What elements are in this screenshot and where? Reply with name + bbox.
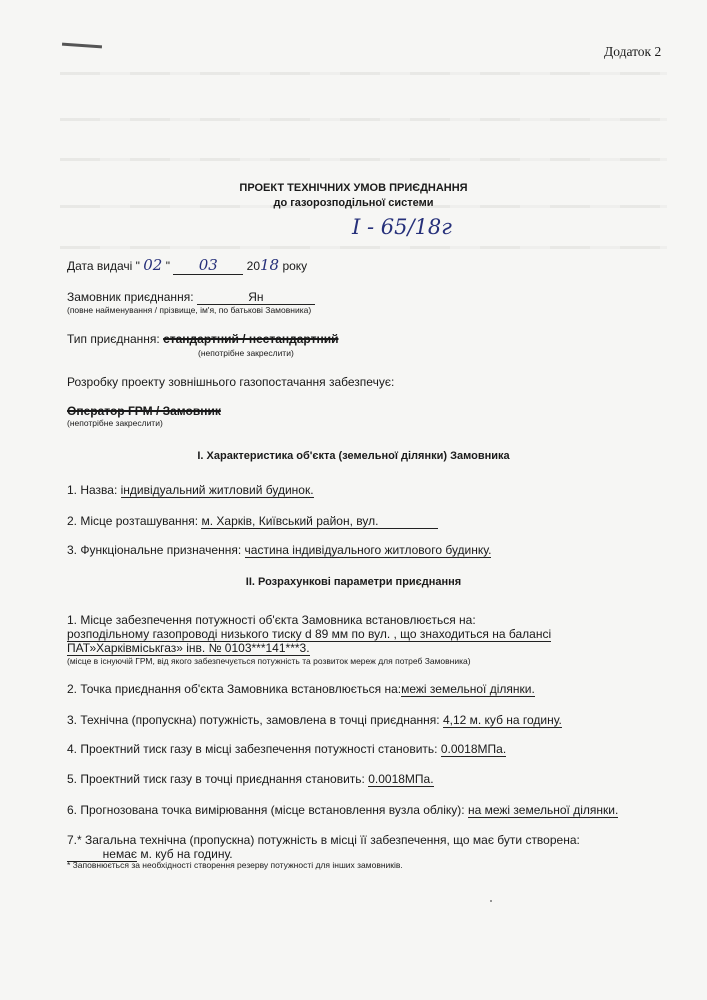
item-value: індивідуальний житловий будинок. (120, 483, 314, 497)
item-label: 1. Назва: (67, 483, 118, 497)
section-2-item-1-label: 1. Місце забезпечення потужності об'єкта Замовника встановлюється на: (67, 613, 476, 627)
handwritten-number: I - 65/18г (352, 215, 452, 239)
speck (490, 900, 492, 902)
item-7-value: немає (67, 847, 137, 862)
customer-row (67, 290, 315, 305)
item-label: 4. Проектний тиск газу в місці забезпечення потужності становить: (67, 742, 438, 756)
project-developer-value: Оператор ГРМ / Замовник (67, 404, 221, 418)
item-value: м. Харків, Київський район, вул. (201, 514, 438, 529)
section-2-item-7-note: * Заповнюється за необхідності створення резерву потужності для інших замовників. (67, 860, 403, 870)
item-label: 6. Прогнозована точка вимірювання (місце встановлення вузла обліку): (67, 803, 465, 817)
project-developer-note: (непотрібне закреслити) (67, 418, 163, 428)
item-label: 5. Проектний тиск газу в точці приєднання становить: (67, 772, 365, 786)
item-value: 0.0018МПа. (368, 772, 434, 786)
section-2-item-1-line-2: ПАТ»Харківміськгаз» інв. № 0103***141***3. (67, 641, 310, 655)
section-1-heading: I. Характеристика об'єкта (земельної ділянки) Замовника (197, 450, 510, 462)
section-2-heading: II. Розрахункові параметри приєднання (245, 576, 462, 588)
document-title: ПРОЕКТ ТЕХНІЧНИХ УМОВ ПРИЄДНАННЯ (239, 182, 468, 194)
item-label: 2. Місце розташування: (67, 514, 199, 528)
issue-date-year-suffix: року (279, 259, 308, 273)
section-2-item-1-note: (місце в існуючій ГРМ, від якого забезпечується потужність та розвиток мереж для потреб Замовника) (67, 656, 471, 666)
item-value: на межі земельної ділянки. (467, 803, 619, 817)
project-developer-label: Розробку проекту зовнішнього газопостачання забезпечує: (67, 375, 395, 389)
item-label: 2. Точка приєднання об'єкта Замовника встановлюється на: (67, 682, 402, 696)
issue-date-year-digit: 18 (260, 256, 280, 274)
issue-date-year-prefix: 20 (246, 259, 261, 273)
customer-note: (повне найменування / прізвище, ім'я, по батькові Замовника) (67, 305, 312, 315)
section-2-item-2 (67, 682, 535, 697)
section-2-item-7-label: 7.* Загальна технічна (пропускна) потужність в місці її забезпечення, що має бути створена: (67, 833, 580, 847)
section-2-item-6 (67, 803, 618, 818)
item-value: межі земельної ділянки. (401, 682, 535, 696)
issue-date-row (67, 256, 307, 275)
issue-date-day: 02 (143, 256, 163, 274)
section-1-item-1 (67, 483, 314, 498)
document-subtitle: до газорозподільної системи (273, 197, 434, 209)
issue-date-label: Дата видачі " (67, 259, 140, 273)
section-1-item-2 (67, 514, 438, 529)
connection-type-row (67, 332, 338, 346)
appendix-label: Додаток 2 (604, 44, 662, 59)
section-2-item-1-line-1: розподільному газопроводі низького тиску d 89 мм по вул. , що знаходиться на балансі (67, 627, 552, 641)
item-value: 4,12 м. куб на годину. (442, 713, 562, 727)
issue-date-month: 03 (173, 256, 243, 275)
customer-label: Замовник приєднання: (67, 290, 194, 304)
customer-name: Ян (197, 290, 315, 305)
item-label: 3. Технічна (пропускна) потужність, замовлена в точці приєднання: (67, 713, 440, 727)
connection-type-value: стандартний / нестандартний (163, 332, 339, 346)
section-1-item-3 (67, 543, 491, 558)
connection-type-note: (непотрібне закреслити) (198, 348, 294, 358)
pen-dash-mark (62, 43, 102, 49)
connection-type-label: Тип приєднання: (67, 332, 160, 346)
item-value: частина індивідуального житлового будинку. (244, 543, 492, 557)
section-2-item-4 (67, 742, 506, 757)
section-2-item-5 (67, 772, 434, 787)
item-7-unit: м. куб на годину. (137, 847, 233, 861)
item-label: 3. Функціональне призначення: (67, 543, 242, 557)
section-2-item-3 (67, 713, 562, 728)
item-value: 0.0018МПа. (440, 742, 507, 756)
issue-date-quote-close: " (165, 259, 170, 273)
